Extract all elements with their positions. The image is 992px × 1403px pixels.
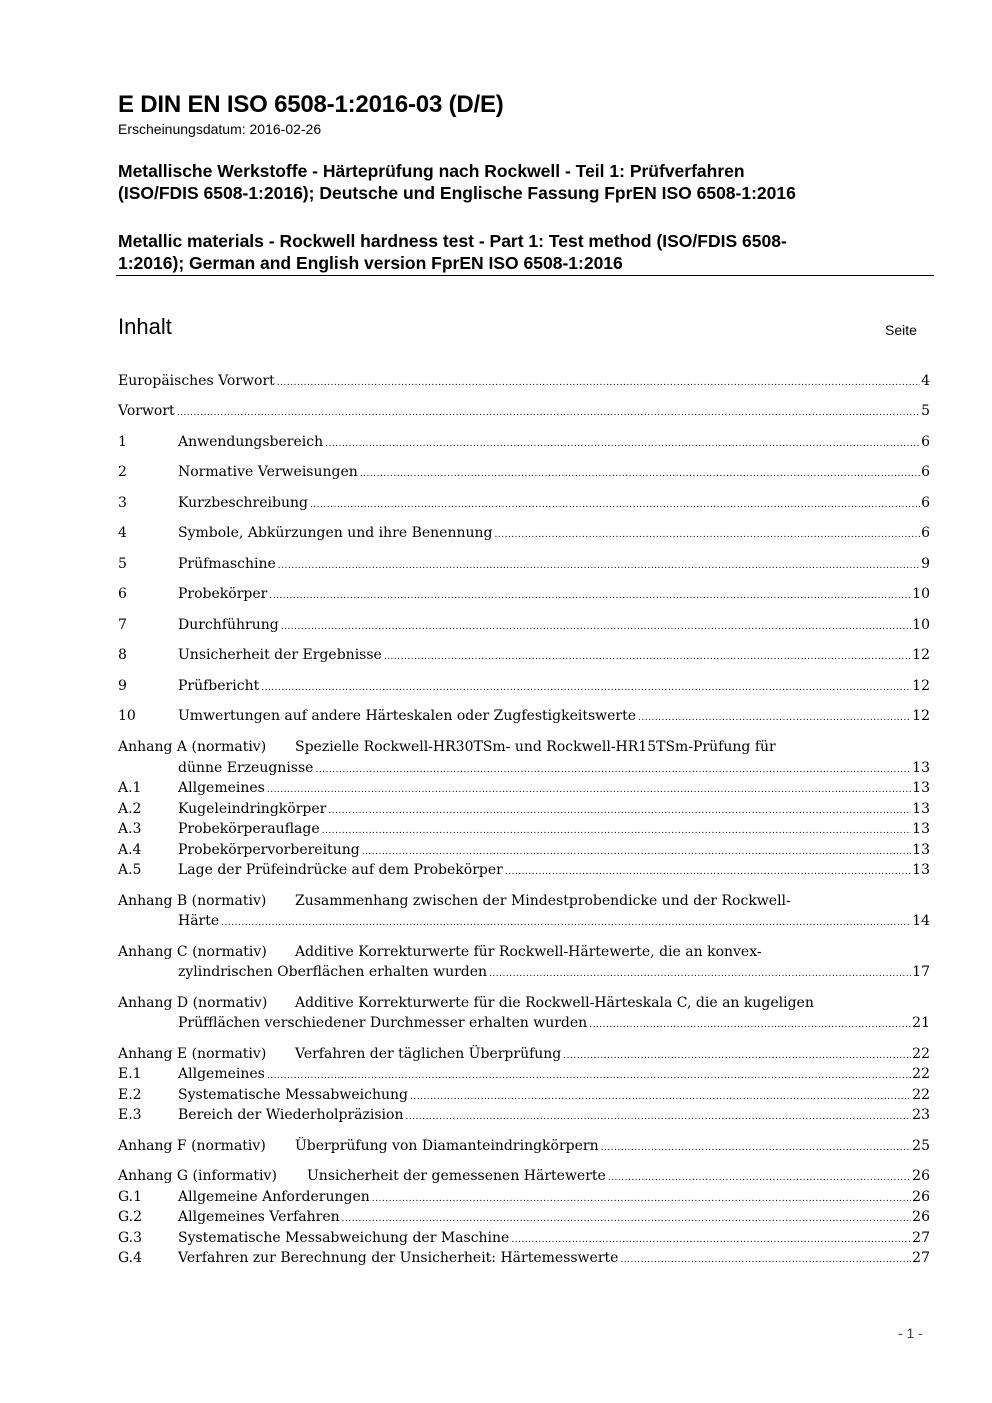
toc-entry-page: 14 [912, 913, 930, 929]
toc-entry-number: 2 [118, 464, 127, 480]
toc-leader [495, 523, 921, 545]
title-english-line-2: 1:2016); German and English version FprEN ISO 6508-1:2016 [118, 253, 623, 273]
title-english [118, 230, 787, 274]
toc-entry-title: Durchführung [178, 617, 279, 633]
toc-entry[interactable] [118, 523, 930, 543]
toc-entry-page: 21 [912, 1015, 930, 1031]
header-divider [116, 275, 934, 276]
toc-entry-title: Vorwort [118, 403, 175, 419]
page-number: - 1 - [898, 1325, 923, 1341]
document-id: E DIN EN ISO 6508-1:2016-03 (D/E) [118, 91, 504, 118]
toc-leader [405, 1105, 911, 1127]
toc-entry-number: E.3 [118, 1107, 142, 1123]
toc-leader [620, 1248, 911, 1270]
toc-entry-page: 17 [912, 964, 930, 980]
toc-entry-page: 13 [912, 821, 930, 837]
toc-annex-heading[interactable] [118, 942, 930, 962]
toc-entry-number: 8 [118, 647, 127, 663]
toc-entry-page: 26 [912, 1189, 930, 1205]
toc-entry-title: Probekörper [178, 586, 268, 602]
toc-entry[interactable] [118, 1187, 930, 1207]
toc-entry-page: 25 [912, 1138, 930, 1154]
toc-heading: Inhalt [118, 314, 172, 339]
toc-entry-number: G.4 [118, 1250, 143, 1266]
toc-entry-page: 13 [912, 760, 930, 776]
toc-entry-title: Verfahren zur Berechnung der Unsicherheit: Härtemesswerte [178, 1250, 619, 1266]
toc-entry-title: Systematische Messabweichung der Maschine [178, 1230, 510, 1246]
toc-entry[interactable] [118, 554, 930, 574]
toc-entry-number: E.1 [118, 1066, 142, 1082]
toc-entry-title: Kurzbeschreibung [178, 495, 308, 511]
toc-entry-title: Lage der Prüfeindrücke auf dem Probekörper [178, 862, 503, 878]
toc-annex-heading[interactable] [118, 891, 930, 911]
toc-entry-page: 22 [912, 1046, 930, 1062]
toc-entry-number: 9 [118, 678, 127, 694]
toc-entry-page: 12 [912, 647, 930, 663]
toc-entry-page: 26 [912, 1209, 930, 1225]
toc-entry-title: Systematische Messabweichung [178, 1087, 408, 1103]
toc-entry-page: 4 [921, 373, 930, 389]
toc-entry-number: E.2 [118, 1087, 142, 1103]
toc-leader [410, 1085, 911, 1107]
toc-annex-title: Additive Korrekturwerte für Rockwell-Härtewerte, die an konvex- [295, 944, 762, 960]
toc-entry-number: 10 [118, 708, 136, 724]
toc-entry-number: A.4 [118, 842, 142, 858]
toc-leader [281, 615, 911, 637]
toc-entry[interactable] [118, 1228, 930, 1248]
toc-entry-number: A.2 [118, 801, 142, 817]
toc-entry-number: 3 [118, 495, 127, 511]
toc-entry-title: Prüfflächen verschiedener Durchmesser erhalten wurden [178, 1015, 588, 1031]
toc-leader [601, 1136, 912, 1158]
toc-entry-title: Überprüfung von Diamanteindringkörpern [295, 1138, 599, 1154]
toc-entry-page: 13 [912, 780, 930, 796]
toc-leader [362, 840, 911, 862]
toc-leader [177, 401, 920, 423]
toc-entry-title: Symbole, Abkürzungen und ihre Benennung [178, 525, 493, 541]
toc-entry-page: 26 [912, 1168, 930, 1184]
toc-leader [384, 645, 911, 667]
toc-leader [608, 1166, 911, 1188]
toc-annex-heading[interactable] [118, 737, 930, 757]
toc-page-column-label: Seite [885, 322, 917, 338]
toc-leader [278, 554, 920, 576]
toc-leader [589, 1013, 911, 1035]
toc-entry-page: 13 [912, 801, 930, 817]
toc-entry-title: zylindrischen Oberflächen erhalten wurden [178, 964, 488, 980]
toc-leader [511, 1228, 911, 1250]
toc-entry-page: 27 [912, 1230, 930, 1246]
toc-entry-title: Kugeleindringkörper [178, 801, 327, 817]
toc-leader [221, 911, 911, 933]
toc-entry-page: 10 [912, 586, 930, 602]
toc-leader [372, 1187, 911, 1209]
toc-leader [267, 778, 911, 800]
toc-entry-title: Europäisches Vorwort [118, 373, 275, 389]
toc-entry[interactable] [118, 1064, 930, 1084]
toc-annex-label: Anhang B (normativ) [118, 893, 267, 909]
toc-entry-page: 12 [912, 708, 930, 724]
toc-entry-title: Allgemeine Anforderungen [178, 1189, 370, 1205]
toc-entry[interactable] [118, 645, 930, 665]
toc-annex-label: Anhang C (normativ) [118, 944, 267, 960]
toc-entry-title: dünne Erzeugnisse [178, 760, 314, 776]
toc-entry[interactable] [118, 1248, 930, 1268]
toc-entry-page: 13 [912, 862, 930, 878]
toc-leader [342, 1207, 912, 1229]
toc-entry[interactable] [118, 432, 930, 452]
toc-leader [269, 584, 911, 606]
toc-entry[interactable] [118, 401, 930, 421]
toc-entry-page: 5 [921, 403, 930, 419]
toc-entry[interactable] [118, 615, 930, 635]
toc-entry-title: Unsicherheit der gemessenen Härtewerte [307, 1168, 606, 1184]
toc-entry-page: 27 [912, 1250, 930, 1266]
toc-entry[interactable] [118, 1207, 930, 1227]
toc-leader [325, 432, 920, 454]
toc-entry[interactable] [118, 860, 930, 880]
toc-annex-entry[interactable] [118, 1166, 930, 1186]
toc-entry-page: 22 [912, 1066, 930, 1082]
toc-entry[interactable] [118, 676, 930, 696]
toc-entry-number: G.3 [118, 1230, 143, 1246]
toc-annex-title: Zusammenhang zwischen der Mindestprobendicke und der Rockwell- [295, 893, 791, 909]
toc-entry-number: A.1 [118, 780, 142, 796]
toc-leader [310, 493, 920, 515]
toc-leader [360, 462, 920, 484]
publication-date: Erscheinungsdatum: 2016-02-26 [118, 121, 322, 137]
toc-leader [261, 676, 911, 698]
toc-entry-page: 10 [912, 617, 930, 633]
toc-entry-number: G.1 [118, 1189, 143, 1205]
toc-entry[interactable] [118, 1013, 930, 1033]
toc-entry-title: Normative Verweisungen [178, 464, 358, 480]
toc-entry-number: 5 [118, 556, 127, 572]
toc-entry-title: Unsicherheit der Ergebnisse [178, 647, 382, 663]
toc-entry[interactable] [118, 462, 930, 482]
toc-entry[interactable] [118, 584, 930, 604]
toc-entry[interactable] [118, 840, 930, 860]
toc-entry[interactable] [118, 1085, 930, 1105]
toc-leader [267, 1064, 911, 1086]
toc-entry-title: Umwertungen auf andere Härteskalen oder Zugfestigkeitswerte [178, 708, 637, 724]
toc-entry-title: Prüfbericht [178, 678, 260, 694]
toc-entry-title: Anwendungsbereich [178, 434, 324, 450]
toc-leader [489, 962, 911, 984]
toc-entry[interactable] [118, 819, 930, 839]
title-german [118, 160, 796, 204]
toc-entry-number: A.5 [118, 862, 142, 878]
toc-entry[interactable] [118, 1105, 930, 1125]
toc-entry-page: 12 [912, 678, 930, 694]
toc-annex-title: Additive Korrekturwerte für die Rockwell-Härteskala C, die an kugeligen [295, 995, 814, 1011]
toc-leader [322, 819, 912, 841]
toc-leader [328, 799, 911, 821]
toc-annex-label: Anhang A (normativ) [118, 739, 267, 755]
toc-entry-title: Verfahren der täglichen Überprüfung [295, 1046, 562, 1062]
toc-entry-title: Allgemeines Verfahren [178, 1209, 340, 1225]
toc-entry[interactable] [118, 799, 930, 819]
toc-entry[interactable] [118, 493, 930, 513]
title-english-line-1: Metallic materials - Rockwell hardness test - Part 1: Test method (ISO/FDIS 6508- [118, 231, 787, 251]
toc-entry-number: 4 [118, 525, 127, 541]
title-german-line-2: (ISO/FDIS 6508-1:2016); Deutsche und Englische Fassung FprEN ISO 6508-1:2016 [118, 183, 796, 203]
toc-leader [638, 706, 911, 728]
toc-leader [563, 1044, 911, 1066]
toc-entry-number: G.2 [118, 1209, 143, 1225]
toc-entry-title: Probekörpervorbereitung [178, 842, 360, 858]
title-german-line-1: Metallische Werkstoffe - Härteprüfung nach Rockwell - Teil 1: Prüfverfahren [118, 161, 745, 181]
toc-annex-title: Spezielle Rockwell-HR30TSm- und Rockwell-HR15TSm-Prüfung für [295, 739, 776, 755]
toc-entry-page: 9 [921, 556, 930, 572]
toc-entry-title: Prüfmaschine [178, 556, 276, 572]
toc-entry[interactable] [118, 758, 930, 778]
toc-leader [315, 758, 911, 780]
toc-entry-number: A.3 [118, 821, 142, 837]
toc-entry-page: 6 [921, 464, 930, 480]
toc-entry[interactable] [118, 911, 930, 931]
toc-entry[interactable] [118, 371, 930, 391]
toc-leader [505, 860, 911, 882]
toc-entry-page: 22 [912, 1087, 930, 1103]
toc-annex-label: Anhang F (normativ) [118, 1138, 266, 1154]
toc-entry-page: 6 [921, 434, 930, 450]
toc-entry-number: 6 [118, 586, 127, 602]
toc-entry-page: 6 [921, 495, 930, 511]
toc-entry-title: Härte [178, 913, 220, 929]
toc-entry-page: 23 [912, 1107, 930, 1123]
toc-annex-entry[interactable] [118, 1136, 930, 1156]
toc-annex-label: Anhang G (informativ) [118, 1168, 277, 1184]
toc-leader [277, 371, 920, 393]
toc-entry-number: 7 [118, 617, 127, 633]
toc-entry-title: Probekörperauflage [178, 821, 320, 837]
toc-annex-entry[interactable] [118, 1044, 930, 1064]
toc-annex-label: Anhang D (normativ) [118, 995, 268, 1011]
toc-annex-heading[interactable] [118, 993, 930, 1013]
toc-entry[interactable] [118, 962, 930, 982]
toc-entry-title: Allgemeines [178, 780, 265, 796]
toc-annex-label: Anhang E (normativ) [118, 1046, 267, 1062]
toc-entry-page: 13 [912, 842, 930, 858]
toc-entry-title: Bereich der Wiederholpräzision [178, 1107, 404, 1123]
toc-entry[interactable] [118, 706, 930, 726]
toc-entry[interactable] [118, 778, 930, 798]
toc-entry-title: Allgemeines [178, 1066, 265, 1082]
toc-entry-page: 6 [921, 525, 930, 541]
toc-entry-number: 1 [118, 434, 127, 450]
